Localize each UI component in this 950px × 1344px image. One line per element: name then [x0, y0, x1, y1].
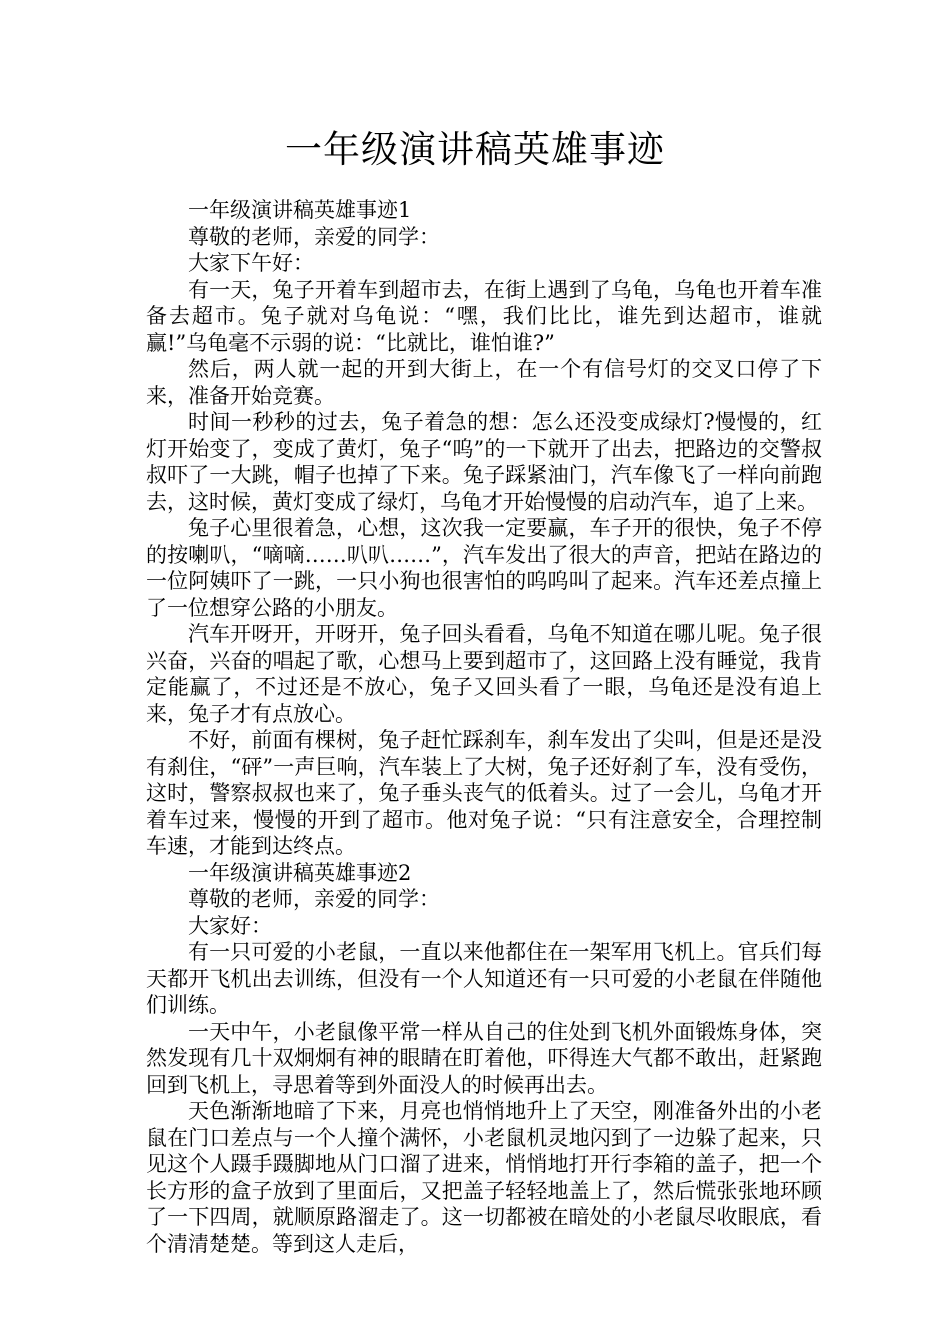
document-title: 一年级演讲稿英雄事迹	[285, 128, 665, 171]
paragraph: 兔子心里很着急，心想，这次我一定要赢，车子开的很快，兔子不停的按喇叭，“嘀嘀……叭叭……”，汽车发出了很大的声音，把站在路边的一位阿姨吓了一跳，一只小狗也很害怕的呜呜叫了起来。汽车还差点撞上了一位想穿公路的小朋友。	[146, 516, 822, 620]
paragraph: 时间一秒秒的过去，兔子着急的想：怎么还没变成绿灯?慢慢的，红灯开始变了，变成了黄灯，兔子“呜”的一下就开了出去，把路边的交警叔叔吓了一大跳，帽子也掉了下来。兔子踩紧油门，汽车像飞了一样向前跑去，这时候，黄灯变成了绿灯，乌龟才开始慢慢的启动汽车，追了上来。	[146, 410, 822, 514]
paragraph: 天色渐渐地暗了下来，月亮也悄悄地升上了天空，刚准备外出的小老鼠在门口差点与一个人撞个满怀，小老鼠机灵地闪到了一边躲了起来，只见这个人蹑手蹑脚地从门口溜了进来，悄悄地打开行李箱的盖子，把一个长方形的盒子放到了里面后，又把盖子轻轻地盖上了，然后慌张张地环顾了一下四周，就顺原路溜走了。这一切都被在暗处的小老鼠尽收眼底，看个清清楚楚。等到这人走后，	[146, 1099, 822, 1256]
paragraph: 有一只可爱的小老鼠，一直以来他都住在一架军用飞机上。官兵们每天都开飞机出去训练，但没有一个人知道还有一只可爱的小老鼠在伴随他们训练。	[146, 940, 822, 1017]
paragraph: 一年级演讲稿英雄事迹2	[188, 860, 412, 885]
paragraph: 然后，两人就一起的开到大街上，在一个有信号灯的交叉口停了下来，准备开始竞赛。	[146, 357, 822, 408]
document-body	[146, 197, 822, 1257]
paragraph: 大家好：	[188, 913, 272, 938]
paragraph: 一天中午，小老鼠像平常一样从自己的住处到飞机外面锻炼身体，突然发现有几十双炯炯有神的眼睛在盯着他，吓得连大气都不敢出，赶紧跑回到飞机上，寻思着等到外面没人的时候再出去。	[146, 1019, 822, 1097]
paragraph: 一年级演讲稿英雄事迹1	[188, 198, 412, 222]
paragraph: 有一天，兔子开着车到超市去，在街上遇到了乌龟，乌龟也开着车准备去超市。兔子就对乌龟说：“嘿，我们比比，谁先到达超市，谁就赢!”乌龟毫不示弱的说：“比就比，谁怕谁?”	[146, 277, 822, 355]
paragraph: 尊敬的老师，亲爱的同学：	[188, 887, 440, 911]
paragraph: 尊敬的老师，亲爱的同学：	[188, 224, 440, 249]
paragraph: 大家下午好：	[188, 251, 314, 275]
paragraph: 不好，前面有棵树，兔子赶忙踩刹车，刹车发出了尖叫，但是还是没有刹住，“砰”一声巨响，汽车装上了大树，兔子还好刹了车，没有受伤，这时，警察叔叔也来了，兔子垂头丧气的低着头。过了一会儿，乌龟才开着车过来，慢慢的开到了超市。他对兔子说：“只有注意安全，合理控制车速，才能到达终点。	[146, 728, 822, 858]
paragraph: 汽车开呀开，开呀开，兔子回头看看，乌龟不知道在哪儿呢。兔子很兴奋，兴奋的唱起了歌，心想马上要到超市了，这回路上没有睡觉，我肯定能赢了，不过还是不放心，兔子又回头看了一眼，乌龟还是没有追上来，兔子才有点放心。	[146, 622, 822, 726]
